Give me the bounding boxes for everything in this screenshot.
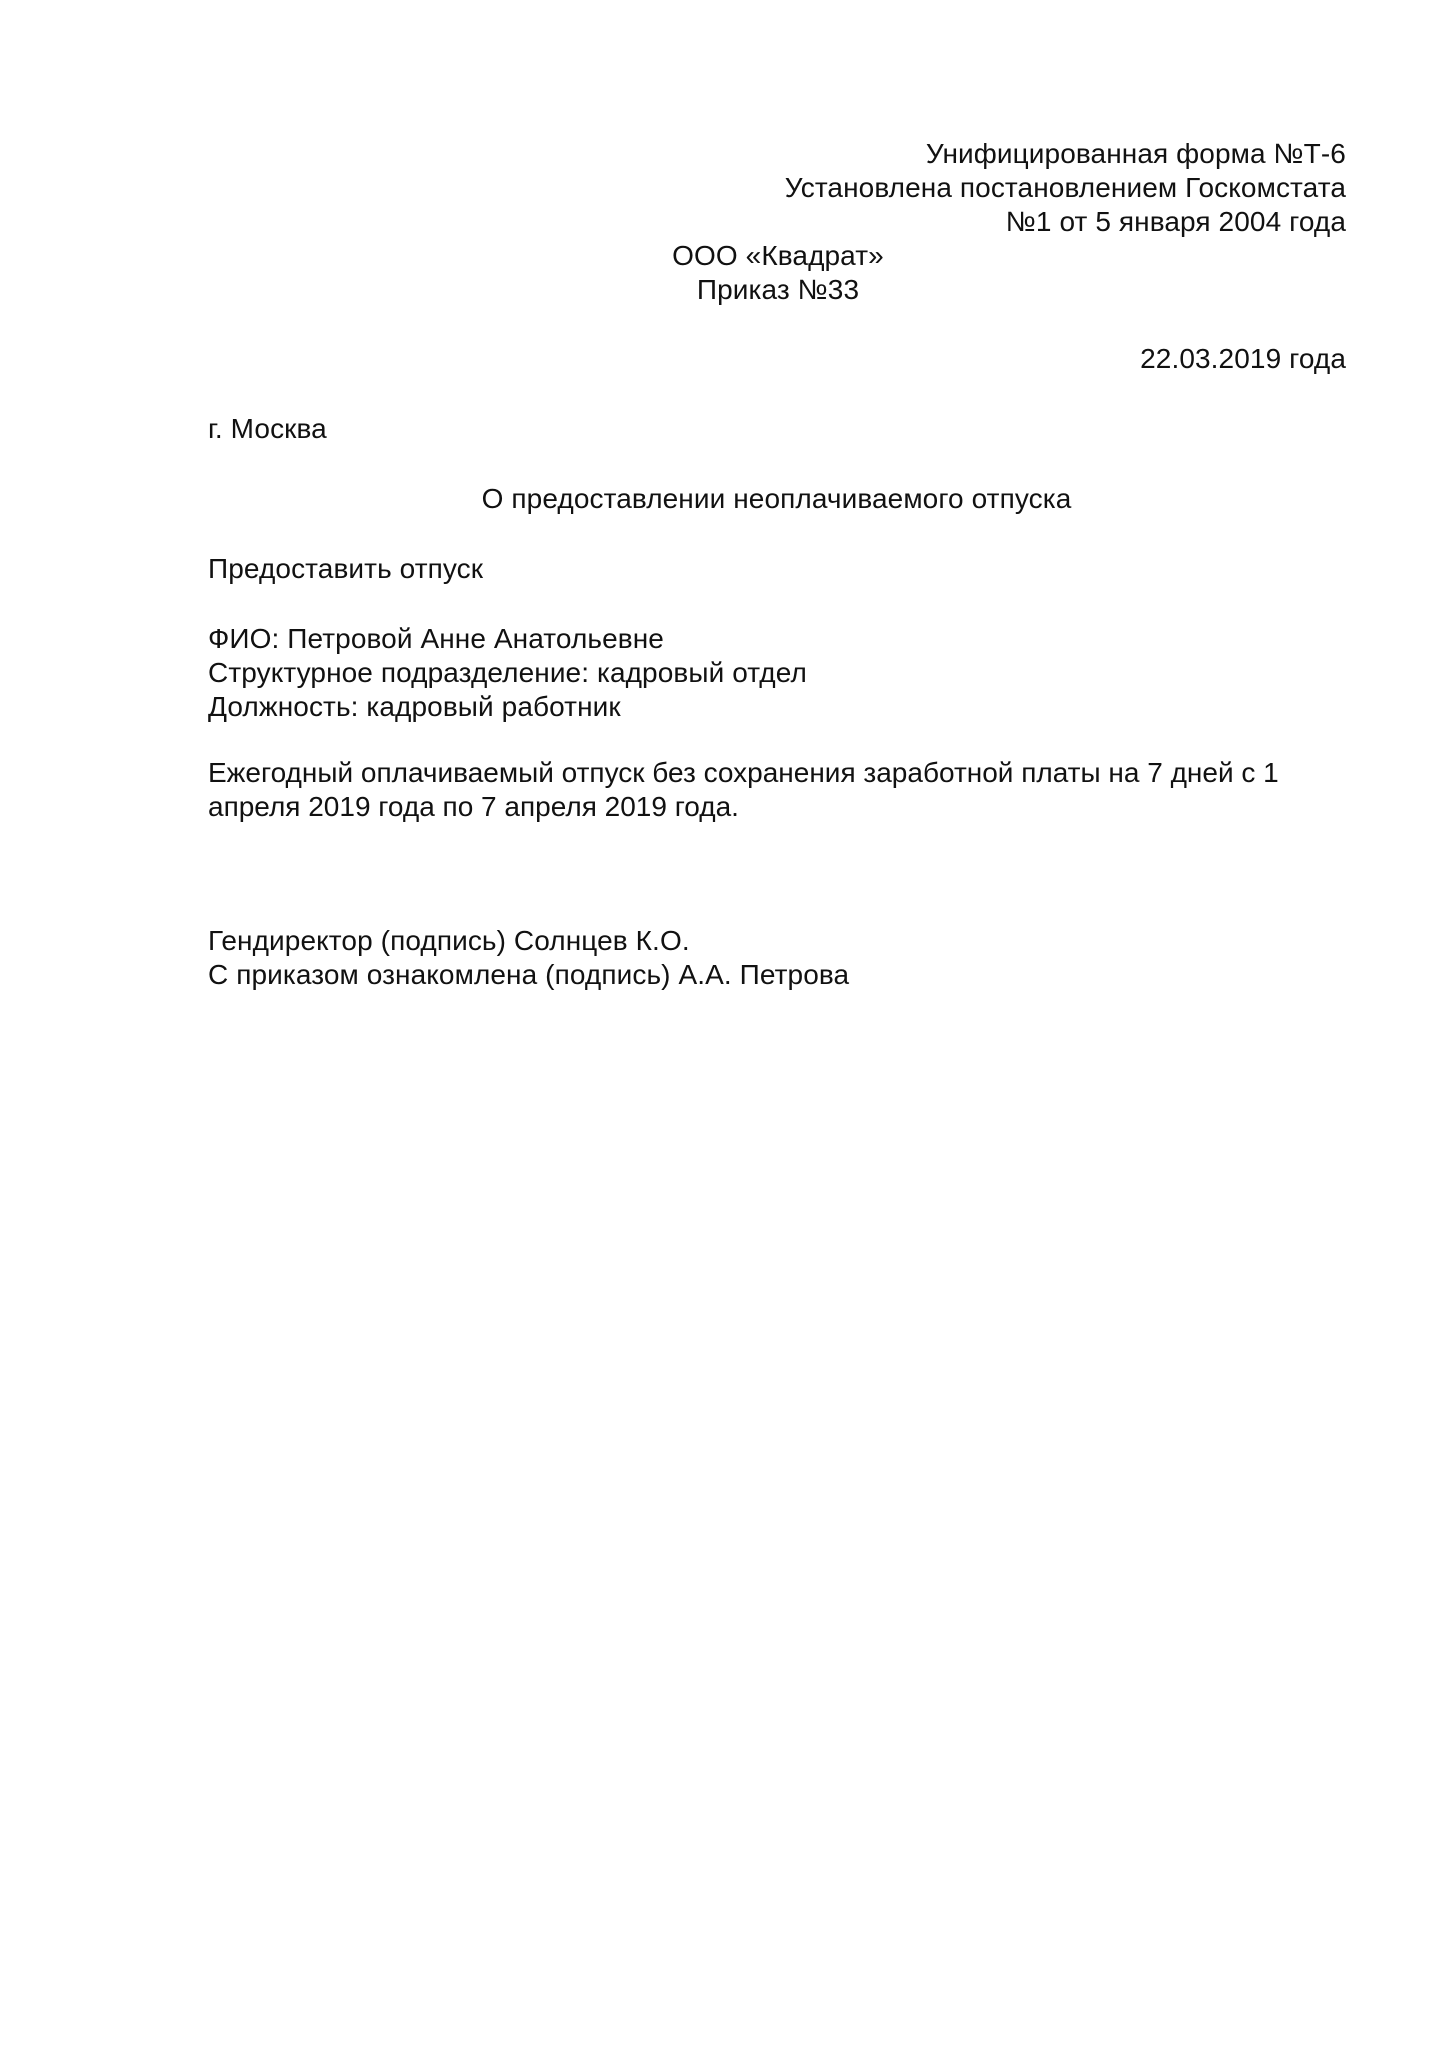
employee-department: Структурное подразделение: кадровый отдел: [208, 657, 807, 688]
company-block: [620, 239, 936, 307]
approved-by: Установлена постановлением Госкомстата: [784, 172, 1346, 203]
instruction: Предоставить отпуск: [208, 553, 484, 584]
order-number: Приказ №33: [696, 274, 860, 305]
acknowledgement-signature: С приказом ознакомлена (подпись) А.А. Петрова: [208, 959, 850, 990]
employee-name: ФИО: Петровой Анне Анатольевне: [208, 623, 664, 654]
city: г. Москва: [208, 413, 327, 444]
form-name: Унифицированная форма №Т-6: [925, 138, 1346, 169]
company-name: ООО «Квадрат»: [672, 240, 884, 271]
employee-position: Должность: кадровый работник: [208, 691, 621, 722]
order-date: 22.03.2019 года: [1140, 343, 1346, 374]
leave-description: Ежегодный оплачиваемый отпуск без сохранения заработной платы на 7 дней с 1 апреля 2019 года по 7 апреля 2019 года.: [208, 757, 1279, 822]
director-signature: Гендиректор (подпись) Солнцев К.О.: [208, 925, 690, 956]
document-title: О предоставлении неоплачиваемого отпуска: [481, 483, 1072, 514]
resolution-reference: №1 от 5 января 2004 года: [1005, 206, 1346, 237]
